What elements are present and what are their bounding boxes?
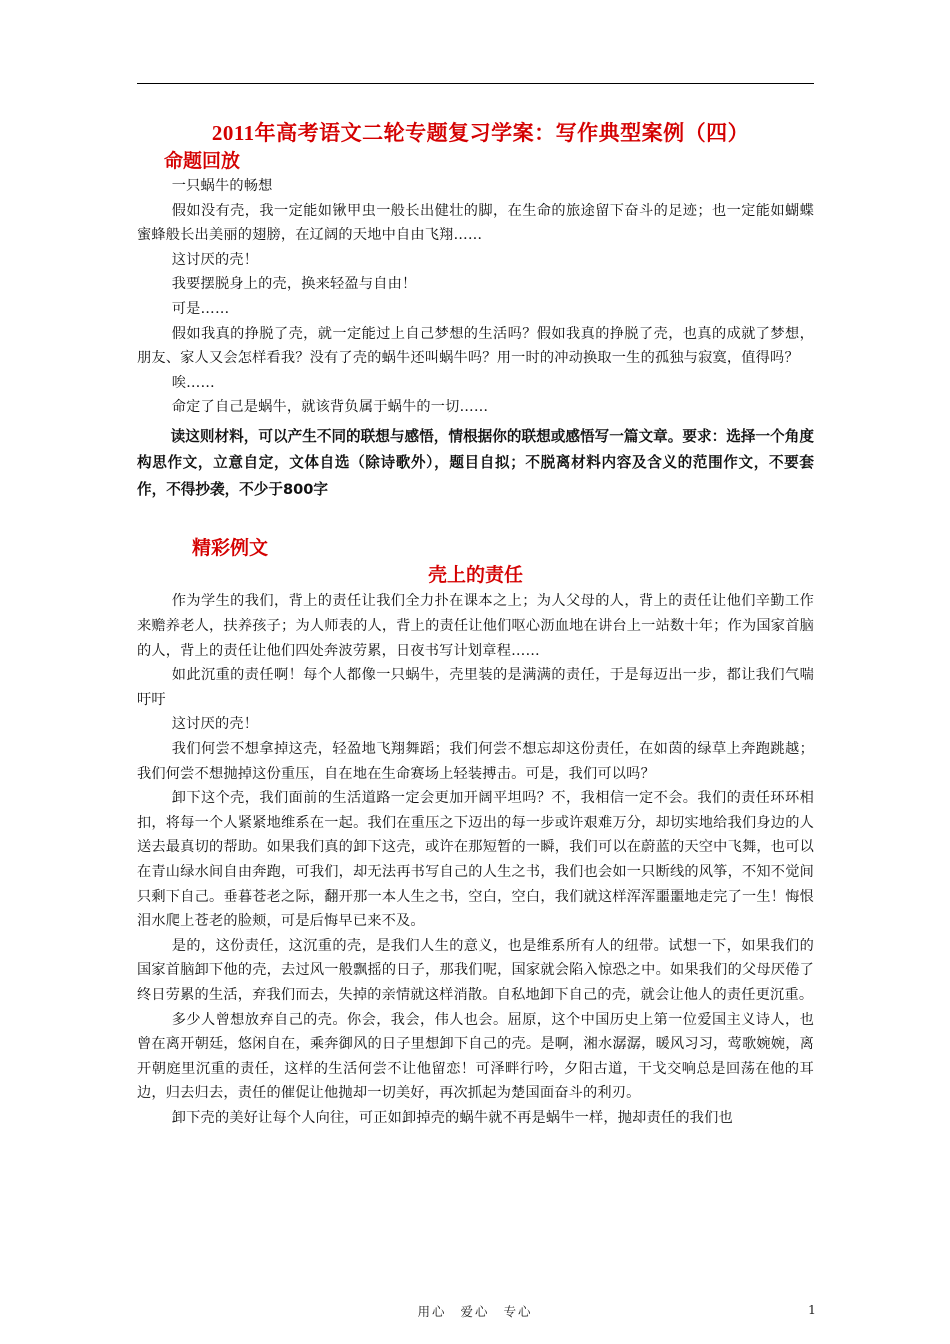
page-number: 1 [808, 1302, 816, 1317]
prompt-paragraph: 这讨厌的壳！ [171, 251, 259, 268]
section-sample-essay [137, 535, 814, 1130]
prompt-paragraph: 我要摆脱身上的壳，换来轻盈与自由！ [171, 276, 417, 293]
prompt-paragraph: 唉…… [171, 374, 215, 391]
footer-text: 爱心 [460, 1304, 490, 1319]
essay-paragraph: 这讨厌的壳！ [171, 716, 259, 733]
prompt-paragraph: 命定了自己是蜗牛，就该背负属于蜗牛的一切…… [171, 399, 489, 416]
writing-requirement: 读这则材料，可以产生不同的联想与感悟，情根据你的联想或感悟写一篇文章。要求：选择一个角度构思作文，立意自定，文体自选（除诗歌外），题目自拟；不脱离材料内容及含义的范围作文，不要套作，不得抄袭，不少于800字 [137, 427, 814, 498]
section-heading-sample: 精彩例文 [192, 537, 269, 560]
section-heading-prompt: 命题回放 [164, 150, 241, 172]
header-rule [137, 83, 814, 84]
essay-paragraph: 作为学生的我们，背上的责任让我们全力扑在课本之上；为人父母的人，背上的责任让他们辛勤工作来赡养老人，扶养孩子；为人师表的人，背上的责任让他们呕心沥血地在讲台上一站数十年；作为国家首脑的人，背上的责任让他们四处奔波劳累，日夜书写计划章程…… [137, 593, 814, 659]
document-title: 2011年高考语文二轮专题复习学案：写作典型案例（四） [211, 121, 750, 145]
prompt-paragraph: 假如没有壳，我一定能如锹甲虫一般长出健壮的脚，在生命的旅途留下奋斗的足迹；也一定能如蝴蝶蜜蜂般长出美丽的翅膀，在辽阔的天地中自由飞翔…… [137, 202, 814, 244]
prompt-paragraph: 可是…… [171, 300, 230, 317]
essay-paragraph: 卸下壳的美好让每个人向往，可正如卸掉壳的蜗牛就不再是蜗牛一样，抛却责任的我们也 [171, 1109, 733, 1126]
footer-text: 用心 [417, 1304, 447, 1319]
document-body [137, 118, 814, 1131]
footer-text: 专心 [503, 1304, 533, 1319]
essay-paragraph: 多少人曾想放弃自己的壳。你会，我会，伟人也会。屈原，这个中国历史上第一位爱国主义诗人，也曾在离开朝廷，悠闲自在，乘奔御风的日子里想卸下自己的壳。是啊，湘水潺潺，暖风习习，莺歌婉婉，离开朝庭里沉重的责任，这样的生活何尝不让他留恋！可泽畔行吟，夕阳古道，干戈交响总是回荡在他的耳边，归去归去，责任的催促让他抛却一切美好，再次抓起为楚国面奋斗的利刃。 [137, 1011, 814, 1102]
section-prompt [137, 148, 814, 503]
essay-paragraph: 我们何尝不想拿掉这壳，轻盈地飞翔舞蹈；我们何尝不想忘却这份责任，在如茵的绿草上奔跑跳越；我们何尝不想抛掉这份重压，自在地在生命赛场上轻装搏击。可是，我们可以吗？ [137, 741, 814, 782]
essay-paragraph: 是的，这份责任，这沉重的壳，是我们人生的意义，也是维系所有人的纽带。试想一下，如果我们的国家首脑卸下他的壳，去过风一般飘摇的日子，那我们呢，国家就会陷入惊恐之中。如果我们的父母厌倦了终日劳累的生活，弃我们而去，失掉的亲情就这样消散。自私地卸下自己的壳，就会让他人的责任更沉重。 [137, 937, 814, 1003]
prompt-paragraph: 一只蜗牛的畅想 [171, 178, 273, 194]
essay-title: 壳上的责任 [427, 564, 523, 587]
essay-paragraph: 卸下这个壳，我们面前的生活道路一定会更加开阔平坦吗？不，我相信一定不会。我们的责任环环相扣，将每一个人紧紧地维系在一起。我们在重压之下迈出的每一步或许艰难万分，却切实地给我们身边的人送去最真切的帮助。如果我们真的卸下这壳，或许在那短暂的一瞬，我们可以在蔚蓝的天空中飞舞，也可以在青山绿水间自由奔跑，可我们，却无法再书写自己的人生之书，我们也会如一只断线的风筝，不知不觉间只剩下自己。垂暮苍老之际，翻开那一本人生之书，空白，空白，我们就这样浑浑噩噩地走完了一生！悔恨泪水爬上苍老的脸颊，可是后悔早已来不及。 [137, 790, 814, 930]
essay-paragraph: 如此沉重的责任啊！每个人都像一只蜗牛，壳里装的是满满的责任，于是每迈出一步，都让我们气喘吁吁 [137, 667, 814, 708]
prompt-paragraph: 假如我真的挣脱了壳，就一定能过上自己梦想的生活吗？假如我真的挣脱了壳，也真的成就了梦想，朋友、家人又会怎样看我？没有了壳的蜗牛还叫蜗牛吗？用一时的冲动换取一生的孤独与寂寞，值得吗？ [137, 325, 814, 367]
